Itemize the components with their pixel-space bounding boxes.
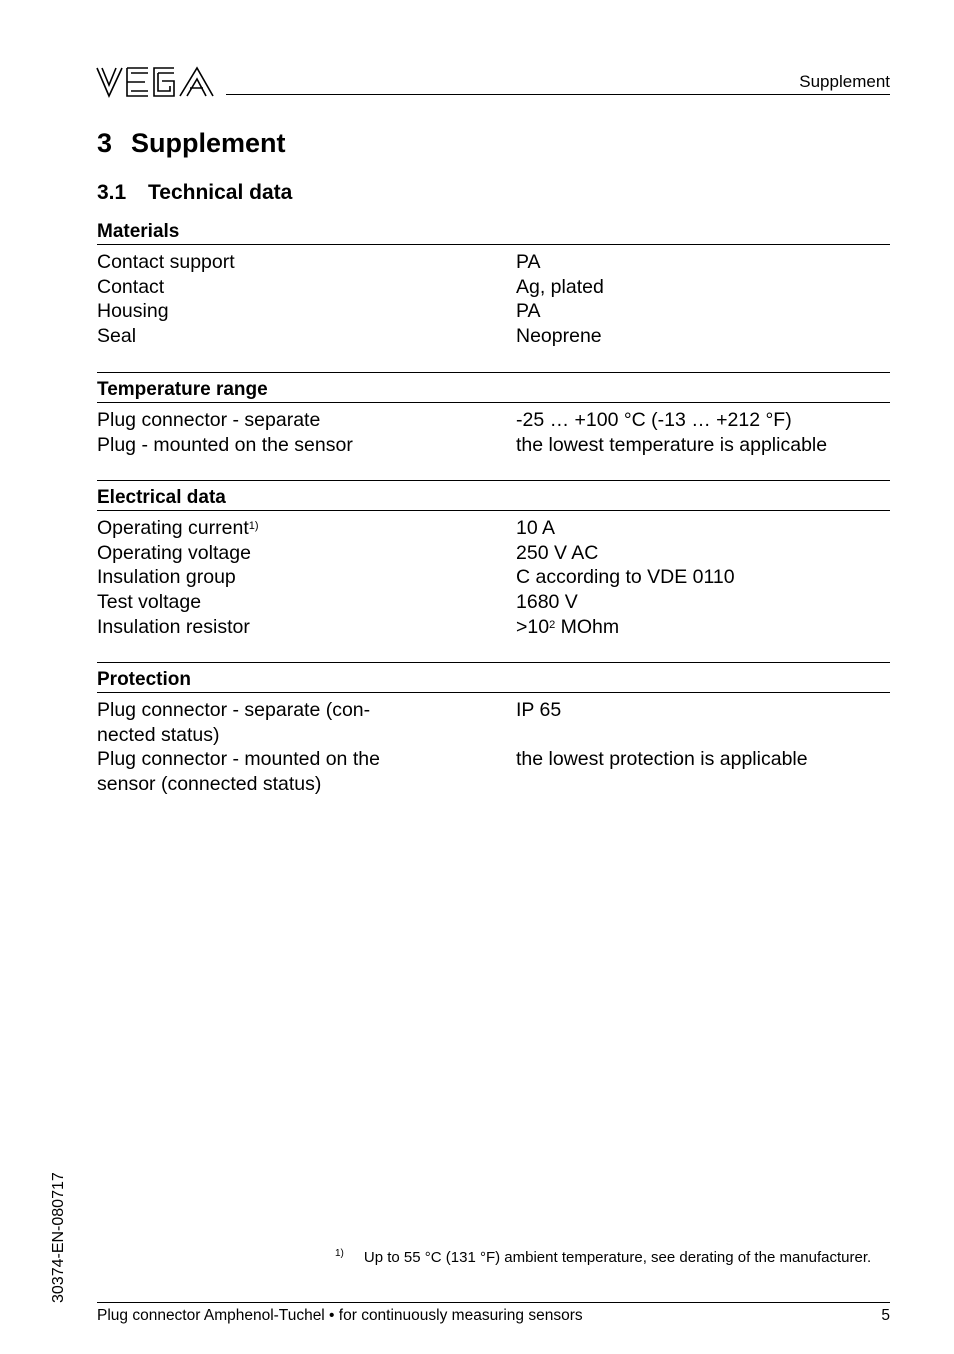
footnote-mark: 1) [335,1248,344,1259]
row-value: IP 65 [516,699,562,721]
row-value: 250 V AC [516,541,599,564]
row-label-line: Plug connector - separate (con- [97,699,371,721]
table-heading: Temperature range [97,378,890,403]
table-row [97,698,890,747]
row-label: Housing [97,300,169,323]
table-row [97,433,890,458]
row-value: C according to VDE 0110 [516,566,735,589]
table-row [97,590,890,615]
table-row [97,565,890,590]
page-number: 5 [881,1307,890,1324]
row-label: Operating voltage [97,541,251,564]
row-label: Test voltage [97,591,202,614]
footer-title: Plug connector Amphenol-Tuchel • for continuously measuring sensors [97,1307,583,1324]
protection-table [97,662,890,797]
table-heading: Protection [97,668,890,693]
vega-logo [96,66,214,98]
footer-rule [97,1302,890,1303]
row-value: 1680 V [516,591,578,614]
row-label-line: sensor (connected status) [97,773,322,796]
row-value: Neoprene [516,325,602,348]
table-row [97,324,890,349]
row-value [516,615,890,640]
table-row [97,299,890,324]
table-heading: Materials [97,220,890,245]
value-base: >10 [516,615,550,638]
temperature-table [97,372,890,457]
value-exponent: 2 [549,618,556,631]
row-value: PA [516,300,541,323]
row-label [97,516,516,541]
table-row [97,615,890,640]
chapter-heading [97,128,286,159]
section-title: Technical data [148,181,293,204]
row-label: Insulation resistor [97,615,250,638]
chapter-number: 3 [97,128,113,158]
row-label: Plug - mounted on the sensor [97,433,353,456]
running-header: Supplement [799,72,890,91]
row-value: 10 A [516,517,556,539]
table-row [97,408,890,433]
header-rule [226,94,890,95]
table-heading: Electrical data [97,486,890,511]
row-label: Insulation group [97,566,236,589]
row-label [97,698,516,747]
row-value: the lowest temperature is applicable [516,433,828,456]
row-value: -25 … +100 °C (-13 … +212 °F) [516,409,792,431]
document-code: 30374-EN-080717 [50,1172,67,1303]
section-number: 3.1 [97,181,127,204]
row-label: Seal [97,325,137,348]
materials-table [97,220,890,349]
row-label: Contact [97,275,165,298]
table-row [97,275,890,300]
row-value: Ag, plated [516,275,604,298]
row-label: Contact support [97,251,235,273]
row-value: the lowest protection is applicable [516,748,808,771]
footnote-ref: 1) [248,520,259,532]
chapter-title: Supplement [131,128,286,158]
row-label-line: Plug connector - mounted on the [97,748,380,771]
footnote-text: Up to 55 °C (131 °F) ambient temperature, see derating of the manufacturer. [363,1249,872,1266]
footnote [335,1249,871,1266]
section-heading [97,181,292,205]
table-row [97,541,890,566]
row-value: PA [516,251,541,273]
electrical-table [97,480,890,640]
row-label-text: Operating current [97,517,249,539]
value-unit: MOhm [555,615,620,638]
row-label-line: nected status) [97,723,220,746]
table-row [97,747,890,796]
row-label [97,747,516,796]
table-row [97,250,890,275]
table-row [97,516,890,541]
row-label: Plug connector - separate [97,409,321,431]
